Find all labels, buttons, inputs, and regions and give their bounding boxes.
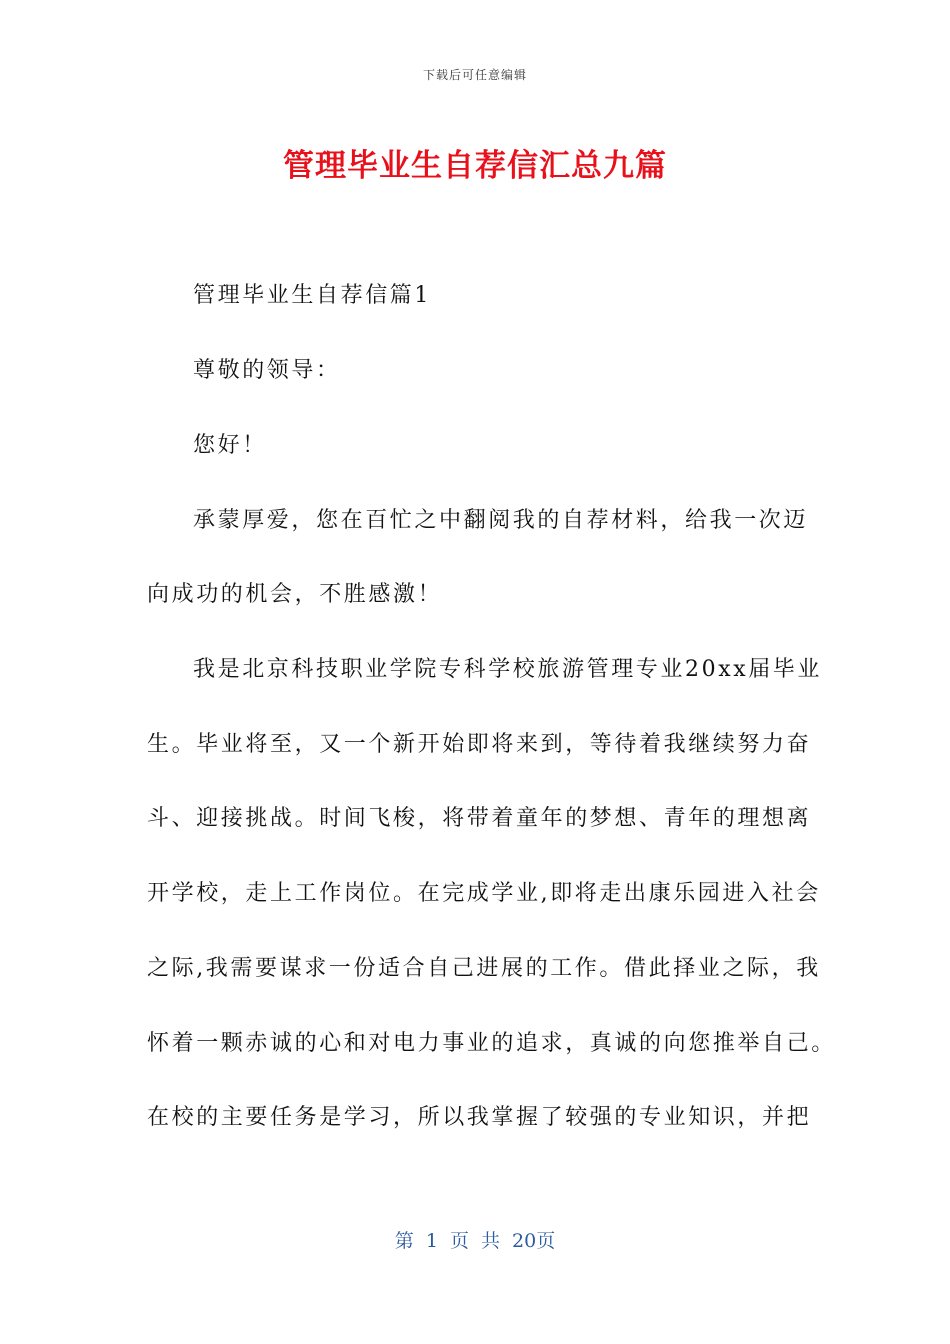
page-footer: 第 1 页 共 20页 (394, 1230, 556, 1252)
body-line: 向成功的机会，不胜感激！ (147, 582, 443, 607)
body-line: 在校的主要任务是学习，所以我掌握了较强的专业知识，并把 (147, 1105, 812, 1130)
body-line: 我是北京科技职业学院专科学校旅游管理专业20xx届毕业 (193, 657, 823, 682)
greeting: 您好！ (193, 433, 267, 458)
salutation: 尊敬的领导： (193, 358, 341, 383)
document-title: 管理毕业生自荐信汇总九篇 (283, 148, 667, 184)
body-line: 斗、迎接挑战。时间飞梭，将带着童年的梦想、青年的理想离 (147, 806, 812, 831)
header-note: 下载后可任意编辑 (422, 68, 527, 82)
section-heading: 管理毕业生自荐信篇1 (193, 283, 431, 308)
body-line: 承蒙厚爱，您在百忙之中翻阅我的自荐材料，给我一次迈 (193, 508, 809, 533)
body-line: 之际,我需要谋求一份适合自己进展的工作。借此择业之际，我 (147, 956, 821, 981)
body-line: 开学校，走上工作岗位。在完成学业,即将走出康乐园进入社会 (147, 881, 821, 906)
body-line: 生。毕业将至，又一个新开始即将来到，等待着我继续努力奋 (147, 732, 812, 757)
body-line: 怀着一颗赤诚的心和对电力事业的追求，真诚的向您推举自己。 (147, 1031, 836, 1056)
